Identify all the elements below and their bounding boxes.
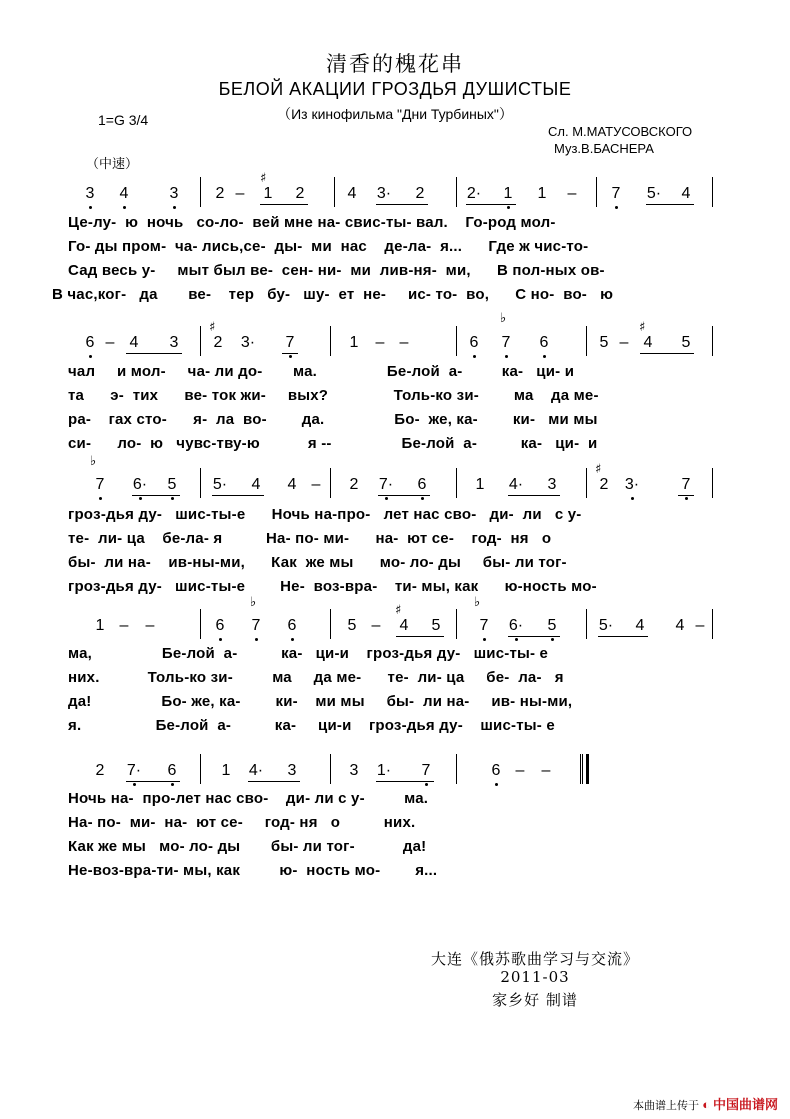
note-digit: 7: [681, 476, 691, 493]
eighth-underline: [248, 781, 300, 782]
barline: [456, 177, 457, 207]
note-digit: 3: [85, 185, 95, 202]
eighth-underline: [212, 495, 264, 496]
low-octave-dot: [483, 638, 486, 641]
barline: [334, 177, 335, 207]
lyric-line: Сад весь у- мыт был ве- сен- ни- ми лив-ня- ми, В пол-ных ов-: [68, 262, 605, 279]
song-title-chinese: 清香的槐花串: [326, 52, 464, 76]
note-digit: 6: [469, 334, 479, 351]
lyric-line: Как же мы мо- ло- ды бы- ли тог- да!: [68, 838, 427, 855]
note-digit: –: [371, 617, 381, 634]
note-digit: 7·: [126, 762, 142, 779]
final-barline-thin: [582, 754, 583, 784]
note-digit: 7: [479, 617, 489, 634]
barline: [200, 609, 201, 639]
low-octave-dot: [421, 497, 424, 500]
note-digit: 4·: [248, 762, 264, 779]
note-digit: –: [515, 762, 525, 779]
lyricist-credit: Сл. М.МАТУСОВСКОГО: [548, 124, 693, 139]
note-digit: 7: [251, 617, 261, 634]
final-barline-thick: [586, 754, 589, 784]
footer-author: 家乡好 制谱: [492, 991, 578, 1009]
note-digit: 5·: [212, 476, 228, 493]
note-digit: –: [235, 185, 245, 202]
note-digit: 4·: [508, 476, 524, 493]
note-digit: 6: [215, 617, 225, 634]
low-octave-dot: [685, 497, 688, 500]
watermark-prefix: 本曲谱上传于: [633, 1100, 699, 1112]
eighth-underline: [466, 204, 516, 205]
flat-sign: ♭: [500, 311, 507, 326]
low-octave-dot: [219, 638, 222, 641]
note-digit: 2: [213, 334, 223, 351]
eighth-underline: [598, 636, 648, 637]
film-subtitle: （Из кинофильма "Дни Турбиных"）: [277, 106, 513, 122]
barline: [712, 468, 713, 498]
lyric-line: си- ло- ю чувс-тву-ю я -- Бе-лой а- ка- ци- и: [68, 435, 598, 452]
note-digit: 5·: [646, 185, 662, 202]
sharp-sign: ♯: [395, 603, 402, 618]
note-digit: 7: [421, 762, 431, 779]
key-signature: 1=G 3/4: [98, 112, 149, 128]
low-octave-dot: [385, 497, 388, 500]
note-digit: 3: [169, 185, 179, 202]
low-octave-dot: [551, 638, 554, 641]
low-octave-dot: [615, 206, 618, 209]
note-digit: 4: [675, 617, 685, 634]
lyric-line: ма, Бе-лой а- ка- ци-и гроз-дья ду- шис-ты- е: [68, 645, 549, 662]
note-digit: 2: [349, 476, 359, 493]
note-digit: 6·: [508, 617, 524, 634]
flat-sign: ♭: [90, 454, 97, 469]
note-digit: 3: [349, 762, 359, 779]
low-octave-dot: [123, 206, 126, 209]
sharp-sign: ♯: [209, 320, 216, 335]
sharp-sign: ♯: [260, 171, 267, 186]
barline: [330, 609, 331, 639]
low-octave-dot: [505, 355, 508, 358]
eighth-underline: [678, 495, 694, 496]
note-digit: –: [145, 617, 155, 634]
note-digit: 6: [287, 617, 297, 634]
note-digit: 4: [119, 185, 129, 202]
note-digit: 1·: [376, 762, 392, 779]
note-digit: 1: [349, 334, 359, 351]
note-digit: 1: [221, 762, 231, 779]
note-digit: 5·: [598, 617, 614, 634]
footer-source: 大连《俄苏歌曲学习与交流》: [430, 950, 639, 968]
flat-sign: ♭: [474, 595, 481, 610]
note-digit: 6: [417, 476, 427, 493]
low-octave-dot: [255, 638, 258, 641]
low-octave-dot: [171, 497, 174, 500]
barline: [586, 609, 587, 639]
note-digit: 3·: [376, 185, 392, 202]
note-digit: 4: [635, 617, 645, 634]
note-digit: 3·: [240, 334, 256, 351]
low-octave-dot: [507, 206, 510, 209]
low-octave-dot: [631, 497, 634, 500]
eighth-underline: [378, 495, 430, 496]
lyric-line: На- по- ми- на- ют се- год- ня о них.: [68, 814, 416, 831]
barline: [586, 326, 587, 356]
eighth-underline: [376, 781, 434, 782]
note-digit: 5: [599, 334, 609, 351]
note-digit: 1: [537, 185, 547, 202]
note-digit: 4: [287, 476, 297, 493]
note-digit: –: [567, 185, 577, 202]
low-octave-dot: [543, 355, 546, 358]
note-digit: –: [619, 334, 629, 351]
lyric-line: них. Толь-ко зи- ма да ме- те- ли- ца бе- ла- я: [68, 669, 564, 686]
barline: [330, 326, 331, 356]
eighth-underline: [640, 353, 694, 354]
note-digit: –: [399, 334, 409, 351]
low-octave-dot: [133, 783, 136, 786]
tempo-marking: （中速）: [86, 157, 139, 172]
low-octave-dot: [289, 355, 292, 358]
lyric-line: Ночь на- про-лет нас сво- ди- ли с у- ма.: [68, 790, 429, 807]
barline: [580, 754, 581, 784]
note-digit: 2: [415, 185, 425, 202]
note-digit: 4: [251, 476, 261, 493]
low-octave-dot: [89, 206, 92, 209]
note-digit: 7: [285, 334, 295, 351]
note-digit: 3: [547, 476, 557, 493]
note-digit: 5: [347, 617, 357, 634]
lyric-line: В час,ког- да ве- тер бу- шу- ет не- ис- то- во, С но- во- ю: [52, 286, 614, 303]
eighth-underline: [376, 204, 428, 205]
low-octave-dot: [171, 783, 174, 786]
note-digit: –: [375, 334, 385, 351]
lyric-line: те- ли- ца бе-ла- я На- по- ми- на- ют се- год- ня о: [68, 530, 552, 547]
note-digit: 1: [263, 185, 273, 202]
barline: [712, 326, 713, 356]
note-digit: 2·: [466, 185, 482, 202]
note-digit: 4: [681, 185, 691, 202]
barline: [200, 177, 201, 207]
song-title-russian: БЕЛОЙ АКАЦИИ ГРОЗДЬЯ ДУШИСТЫЕ: [218, 79, 572, 99]
sharp-sign: ♯: [595, 462, 602, 477]
low-octave-dot: [495, 783, 498, 786]
lyric-line: грoз-дья ду- шис-ты-е Ночь на-про- лет нас сво- ди- ли с у-: [68, 506, 582, 523]
lyric-line: чал и мол- ча- ли до- ма. Бе-лой а- ка- ци- и: [68, 363, 575, 380]
note-digit: 6·: [132, 476, 148, 493]
site-watermark: [633, 1094, 778, 1113]
note-digit: 3: [169, 334, 179, 351]
note-digit: 6: [539, 334, 549, 351]
eighth-underline: [260, 204, 308, 205]
site-logo-icon: ◐: [702, 1097, 710, 1112]
barline: [456, 609, 457, 639]
barline: [200, 754, 201, 784]
low-octave-dot: [291, 638, 294, 641]
note-digit: 5: [167, 476, 177, 493]
watermark-site: 中国曲谱网: [712, 1097, 778, 1112]
note-digit: 2: [95, 762, 105, 779]
barline: [330, 468, 331, 498]
note-digit: 1: [95, 617, 105, 634]
note-digit: 4: [643, 334, 653, 351]
note-digit: –: [695, 617, 705, 634]
barline: [456, 754, 457, 784]
lyric-line: бы- ли на- ив-ны-ми, Как же мы мо- ло- ды бы- ли тог-: [68, 554, 567, 571]
lyric-line: Не-воз-вра-ти- мы, как ю- ность мо- я...: [68, 862, 438, 879]
low-octave-dot: [173, 206, 176, 209]
note-digit: 7: [95, 476, 105, 493]
lyric-line: та э- тих ве- ток жи- вых? Толь-ко зи- ма да ме-: [68, 387, 599, 404]
low-octave-dot: [515, 638, 518, 641]
lyric-line: гроз-дья ду- шис-ты-е Не- воз-вра- ти- мы, как ю-ность мо-: [68, 578, 597, 595]
note-digit: 6: [491, 762, 501, 779]
barline: [712, 609, 713, 639]
lyric-line: Це-лу- ю ночь со-ло- вей мне на- свис-ты- вал. Го-род мол-: [68, 214, 556, 231]
footer-date: 2011-03: [500, 968, 570, 986]
eighth-underline: [396, 636, 444, 637]
note-digit: 2: [215, 185, 225, 202]
eighth-underline: [126, 781, 180, 782]
note-digit: 1: [475, 476, 485, 493]
note-digit: 2: [295, 185, 305, 202]
note-digit: –: [119, 617, 129, 634]
barline: [456, 326, 457, 356]
eighth-underline: [508, 495, 560, 496]
note-digit: 1: [503, 185, 513, 202]
note-digit: –: [105, 334, 115, 351]
eighth-underline: [282, 353, 298, 354]
composer-credit: Муз.В.БАСНЕРА: [554, 141, 654, 156]
note-digit: 7: [611, 185, 621, 202]
note-digit: 5: [431, 617, 441, 634]
barline: [586, 468, 587, 498]
note-digit: 4: [129, 334, 139, 351]
lyric-line: да! Бо- же, ка- ки- ми мы бы- ли на- ив- ны-ми,: [68, 693, 573, 710]
lyric-line: я. Бе-лой а- ка- ци-и гроз-дья ду- шис-ты- е: [68, 717, 555, 734]
note-digit: 7: [501, 334, 511, 351]
low-octave-dot: [89, 355, 92, 358]
barline: [456, 468, 457, 498]
note-digit: 7·: [378, 476, 394, 493]
note-digit: 4: [347, 185, 357, 202]
note-digit: 5: [681, 334, 691, 351]
low-octave-dot: [473, 355, 476, 358]
note-digit: 3·: [624, 476, 640, 493]
note-digit: 3: [287, 762, 297, 779]
eighth-underline: [508, 636, 560, 637]
eighth-underline: [646, 204, 694, 205]
barline: [200, 468, 201, 498]
lyric-line: ра- гах сто- я- ла во- да. Бо- же, ка- ки- ми мы: [68, 411, 598, 428]
low-octave-dot: [99, 497, 102, 500]
note-digit: 2: [599, 476, 609, 493]
low-octave-dot: [139, 497, 142, 500]
barline: [200, 326, 201, 356]
low-octave-dot: [425, 783, 428, 786]
eighth-underline: [132, 495, 180, 496]
sharp-sign: ♯: [639, 320, 646, 335]
note-digit: 6: [167, 762, 177, 779]
note-digit: –: [541, 762, 551, 779]
lyric-line: Го- ды пром- ча- лись,се- ды- ми нас де-ла- я... Где ж чис-то-: [68, 238, 589, 255]
flat-sign: ♭: [250, 595, 257, 610]
barline: [596, 177, 597, 207]
barline: [330, 754, 331, 784]
eighth-underline: [126, 353, 182, 354]
note-digit: 5: [547, 617, 557, 634]
note-digit: 6: [85, 334, 95, 351]
barline: [712, 177, 713, 207]
note-digit: 4: [399, 617, 409, 634]
note-digit: –: [311, 476, 321, 493]
